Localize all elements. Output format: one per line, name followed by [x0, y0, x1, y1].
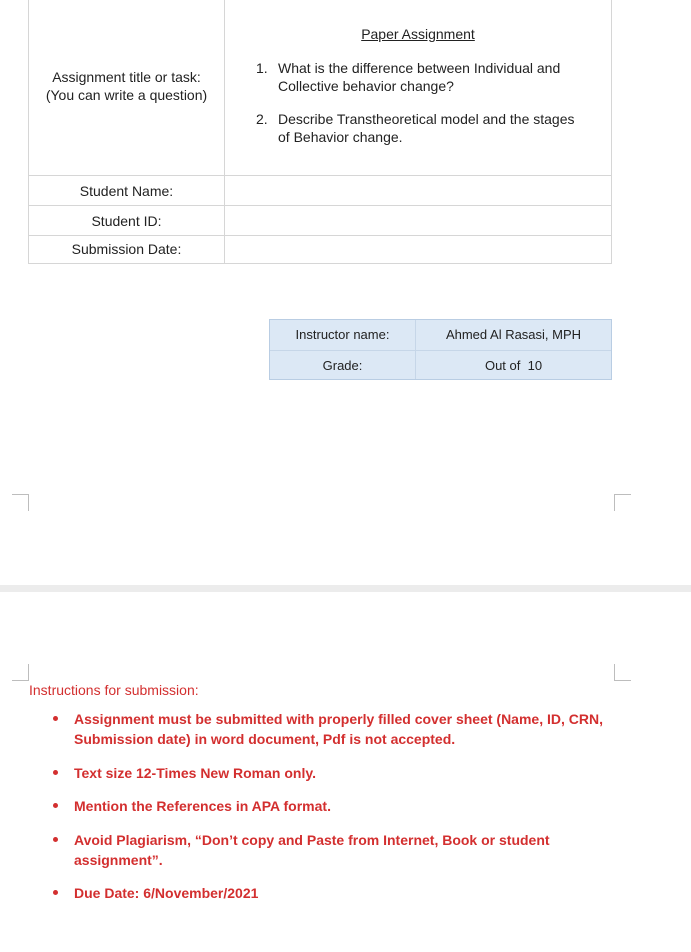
student-id-label: Student ID: — [91, 213, 162, 229]
paper-title: Paper Assignment — [361, 26, 475, 42]
question-number: 1. — [256, 60, 268, 76]
bullet-icon — [53, 803, 58, 808]
student-name-field[interactable] — [225, 176, 611, 205]
question-number: 2. — [256, 111, 268, 127]
list-item: Assignment must be submitted with properly filled cover sheet (Name, ID, CRN, Submission date) in word document, Pdf is not accepted. — [74, 711, 603, 747]
bullet-icon — [53, 837, 58, 842]
instructor-name-label: Instructor name: — [295, 327, 390, 342]
instructor-name-value: Ahmed Al Rasasi, MPH — [445, 327, 582, 342]
list-item: Due Date: 6/November/2021 — [74, 885, 259, 901]
bullet-icon — [53, 890, 58, 895]
instructions-heading: Instructions for submission: — [29, 682, 199, 698]
student-id-field[interactable] — [225, 206, 611, 235]
page-margin-corner-top-right — [614, 664, 631, 681]
list-item: Mention the References in APA format. — [74, 798, 331, 814]
list-item: Text size 12-Times New Roman only. — [74, 765, 316, 781]
submission-date-field[interactable] — [225, 236, 611, 263]
question-text: Describe Transtheoretical model and the stages of Behavior change. — [278, 111, 575, 145]
bullet-icon — [53, 716, 58, 721]
student-name-label: Student Name: — [79, 183, 174, 199]
assignment-label: Assignment title or task: (You can write a question) — [45, 69, 208, 103]
page-margin-corner-top-left — [12, 664, 29, 681]
bullet-icon — [53, 770, 58, 775]
grade-value: Out of 10 — [484, 358, 543, 373]
instructor-table — [269, 319, 612, 380]
page-margin-corner-bottom-left — [12, 494, 29, 511]
submission-date-label: Submission Date: — [71, 241, 182, 257]
page-margin-corner-bottom-right — [614, 494, 631, 511]
table-border-bottom — [28, 263, 612, 264]
grade-label: Grade: — [322, 358, 363, 373]
table-border-right — [611, 0, 612, 264]
page-break-separator — [0, 585, 691, 592]
list-item: Avoid Plagiarism, “Don’t copy and Paste from Internet, Book or student assignment”. — [74, 832, 550, 868]
question-text: What is the difference between Individual and Collective behavior change? — [278, 60, 561, 94]
